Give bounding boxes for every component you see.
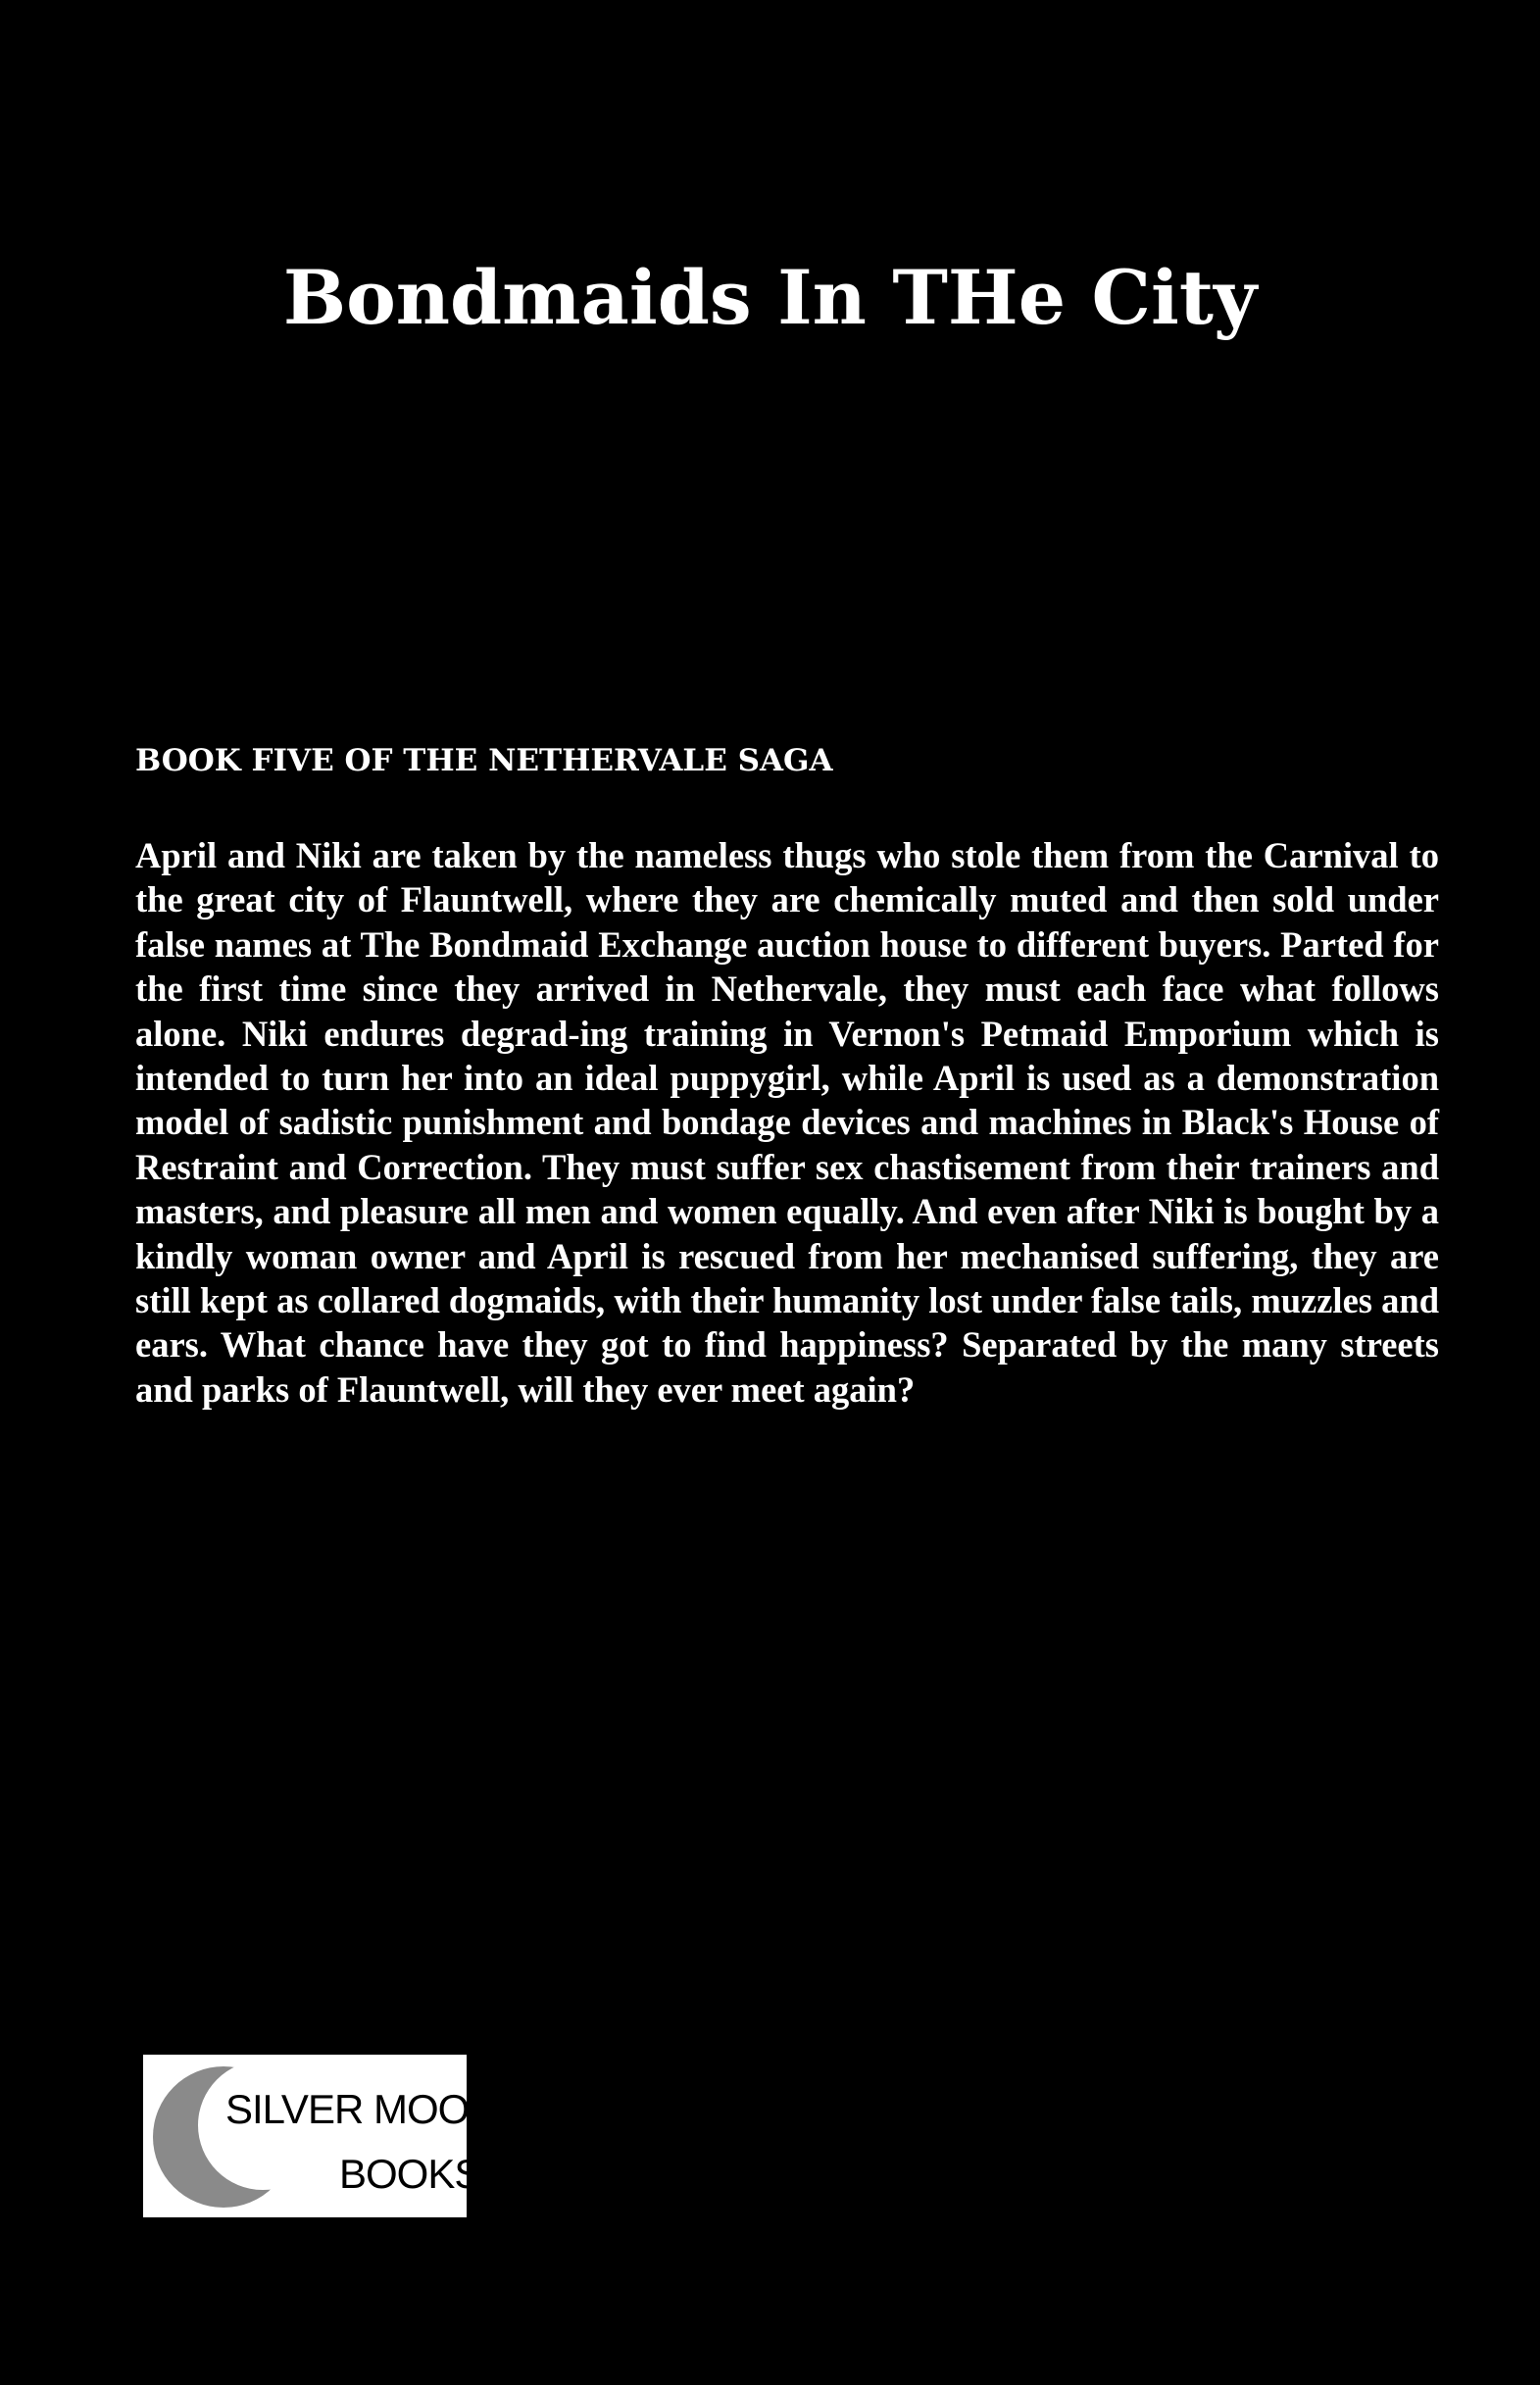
publisher-name-line1: SILVER MOON xyxy=(225,2086,498,2132)
publisher-logo xyxy=(143,2055,498,2217)
blurb-text: April and Niki are taken by the nameless thugs who stole them from the Carnival to the great city of Flauntwell, where they are chemically muted and then sold under false names at The Bondmaid Exchange auction house to different buyers. Parted for the first time since they arrived in Nethervale, they must each face what follows alone. Niki endures degrad-ing training in Vernon's Petmaid Emporium which is intended to turn her into an ideal puppygirl, while April is used as a demonstration model of sadistic punishment and bondage devices and machines in Black's House of Restraint and Correction. They must suffer sex chastisement from their trainers and masters, and pleasure all men and women equally. And even after Niki is bought by a kindly woman owner and April is rescued from her mechanised suffering, they are still kept as collared dogmaids, with their humanity lost under false tails, muzzles and ears. What chance have they got to find happiness? Separated by the many streets and parks of Flauntwell, will they ever meet again? xyxy=(135,835,1439,1410)
series-line: BOOK FIVE OF THE NETHERVALE SAGA xyxy=(135,743,833,778)
publisher-name-line2: BOOKS xyxy=(339,2151,481,2197)
book-title: Bondmaids In THe City xyxy=(282,254,1258,341)
